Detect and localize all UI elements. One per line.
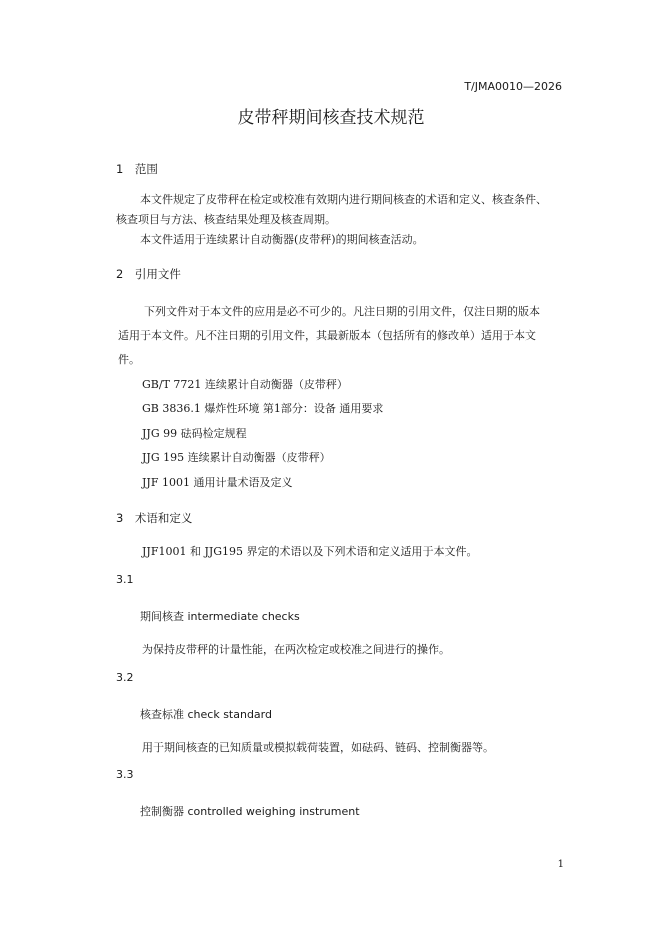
term-title: 期间核查 intermediate checks xyxy=(140,610,300,623)
term-definition: 用于期间核查的已知质量或模拟载荷装置，如砝码、链码、控制衡器等。 xyxy=(142,741,494,754)
references-paragraph-line1: 下列文件对于本文件的应用是必不可少的。凡注日期的引用文件，仅注日期的版本 xyxy=(144,305,540,318)
reference-item: JJF 1001 通用计量术语及定义 xyxy=(142,476,293,489)
reference-item: JJG 195 连续累计自动衡器（皮带秤） xyxy=(142,451,331,464)
terms-intro: JJF1001 和 JJG195 界定的术语以及下列术语和定义适用于本文件。 xyxy=(142,545,478,558)
term-definition: 为保持皮带秤的计量性能，在两次检定或校准之间进行的操作。 xyxy=(142,643,450,656)
standard-number: T/JMA0010—2026 xyxy=(464,80,562,93)
term-title: 核查标准 check standard xyxy=(140,708,272,721)
scope-paragraph-line2: 核查项目与方法、核查结果处理及核查周期。 xyxy=(116,213,336,226)
reference-item: JJG 99 砝码检定规程 xyxy=(142,427,247,440)
scope-paragraph-line1: 本文件规定了皮带秤在检定或校准有效期内进行期间核查的术语和定义、核查条件、 xyxy=(140,193,547,206)
reference-item: GB 3836.1 爆炸性环境 第1部分：设备 通用要求 xyxy=(142,402,384,415)
reference-item: GB/T 7721 连续累计自动衡器（皮带秤） xyxy=(142,378,348,391)
page-number: 1 xyxy=(557,859,564,870)
term-number: 3.1 xyxy=(116,573,134,586)
term-title: 控制衡器 controlled weighing instrument xyxy=(140,805,360,818)
section-heading-terms: 3 术语和定义 xyxy=(116,511,193,525)
references-paragraph-line3: 件。 xyxy=(118,353,140,366)
term-number: 3.3 xyxy=(116,768,134,781)
document-title: 皮带秤期间核查技术规范 xyxy=(237,108,425,128)
scope-paragraph-2: 本文件适用于连续累计自动衡器(皮带秤)的期间核查活动。 xyxy=(140,233,424,246)
section-heading-references: 2 引用文件 xyxy=(116,267,181,281)
section-heading-scope: 1 范围 xyxy=(116,162,158,176)
term-number: 3.2 xyxy=(116,671,134,684)
references-paragraph-line2: 适用于本文件。凡不注日期的引用文件，其最新版本（包括所有的修改单）适用于本文 xyxy=(118,329,536,342)
